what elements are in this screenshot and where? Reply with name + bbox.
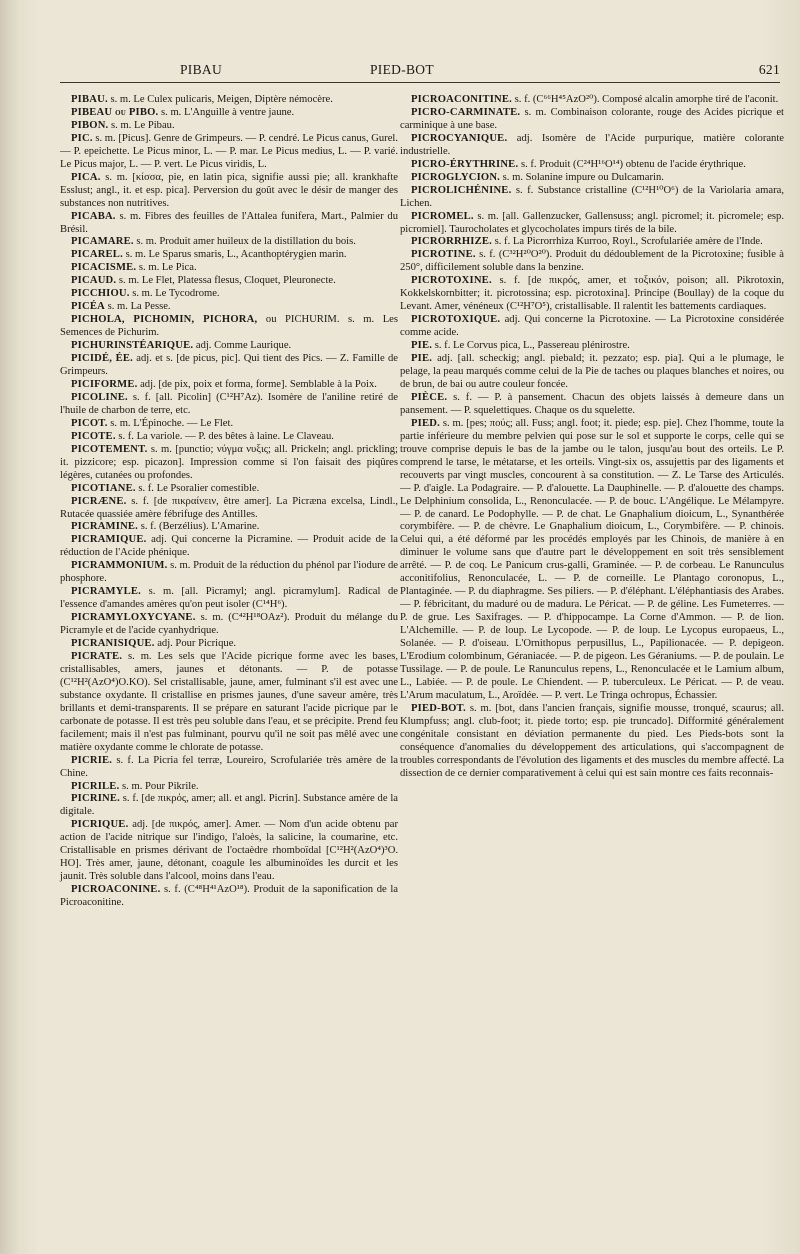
dictionary-entry [60,612,398,638]
header-right-guide-word: PIED-BOT [370,62,434,77]
entry-definition: s. m. Le Tycodrome. [129,288,220,300]
entry-definition: adj. Qui concerne la Picramine. — Produit acide de la réduction de l'Acide phénique. [60,534,398,559]
dictionary-entry [60,301,398,314]
entry-headword: PICIFORME. [71,378,138,390]
entry-headword: PICA. [71,171,101,183]
entry-headword: PICOTE. [71,430,116,442]
entry-definition: s. m. Pour Pikrile. [119,780,199,792]
dictionary-entry [400,418,784,703]
dictionary-entry [400,159,784,172]
dictionary-entry [60,534,398,560]
entry-definition: s. m. La Pesse. [104,301,171,313]
entry-definition: adj. [all. scheckig; angl. piebald; it. pezzato; esp. pia]. Qui a le plumage, le pelage, la peau marqués comme celui de la Pie de taches ou plaques blanches et noires, ou de brun, de bai ou autre couleur foncée. [400,353,784,390]
entry-definition: s. m. [punctio; νύγμα νυξις; all. Prickeln; angl. prickling; it. pizzicore; esp. picazon]. Impression comme si l'on faisait des piqûres légères, cutanées ou profondes. [60,443,398,481]
entry-headword: PIE. [411,353,433,365]
entry-definition: s. m. Produit de la réduction du phénol par l'iodure de phosphore. [60,560,398,585]
entry-headword: PIBEAU ou PIBO. [71,106,159,118]
entry-headword: PIÈCE. [411,391,448,403]
entry-headword: PICROLICHÉNINE. [411,184,512,196]
entry-definition: adj. et s. [de picus, pic]. Qui tient des Pics. — Z. Famille de Grimpeurs. [60,353,398,378]
entry-headword: PICRILE. [71,780,120,792]
entry-headword: PICOTIANE. [71,482,136,494]
dictionary-entry [60,521,398,534]
dictionary-entry [60,819,398,884]
entry-definition: s. f. (C⁴⁸H⁴¹AzO¹⁸). Produit de la saponification de la Picroaconitine. [60,884,398,909]
entry-headword: PICCHIOU. [71,288,130,300]
entry-definition: s. f. (C⁶⁶H⁴⁵AzO²⁰). Composé alcalin amorphe tiré de l'aconit. [512,94,779,105]
entry-headword: PICRAMMONIUM. [71,560,168,572]
entry-headword: PICAREL. [71,249,123,261]
entry-definition: s. f. [de πικρός, amer, et τοξικόν, poison; all. Pikrotoxin, Kokkelskornbitter; it. picrotossina; esp. picrotoxina]. Principe (Boullay) de la coque du Levant. Amer, vénéneux (C¹²H⁷O⁵), cristallisable. Il ralentit les battements cardiaques. [400,275,784,313]
dictionary-entry [400,107,784,133]
entry-headword: PICRINE. [71,793,120,805]
dictionary-entry [60,392,398,418]
entry-definition: s. f. [de πικραίνειν, être amer]. La Picræna excelsa, Lindl., Rutacée quassiée amère fébrifuge des Antilles. [60,495,398,520]
entry-headword: PICRAMIQUE. [71,534,147,546]
entry-definition: s. f. [all. Picolin] (C¹²H⁷Az). Isomère de l'aniline retiré de l'huile de charbon de terre, etc. [60,391,398,416]
entry-headword: PICROACONINE. [71,884,161,896]
dictionary-entry [400,340,784,353]
entry-definition: s. m. Produit amer huileux de la distillation du bois. [133,236,356,248]
entry-definition: s. f. Produit (C²⁴H¹⁶O¹⁴) obtenu de l'acide érythrique. [518,158,746,170]
entry-definition: ou PICHURIM. s. m. Les Semences de Pichurim. [60,314,399,339]
right-column [400,94,784,781]
dictionary-entry [400,172,784,185]
entry-headword: PICROTINE. [411,249,476,261]
entry-headword: PICRO-ÉRYTHRINE. [411,158,519,170]
entry-definition: s. f. — P. à pansement. Chacun des objets laissés à demeure dans un pansement. — P. squelettiques. Chaque os du squelette. [400,391,784,416]
entry-definition: s. m. Le Sparus smaris, L., Acanthoptérygien marin. [122,249,347,261]
entry-definition: s. f. Le Psoralier comestible. [135,482,260,494]
dictionary-entry [400,392,784,418]
dictionary-entry [400,236,784,249]
dictionary-entry [60,314,398,340]
entry-headword: PICOTEMENT. [71,443,148,455]
page-number: 621 [758,62,780,77]
entry-definition: s. m. Le Pica. [136,262,197,274]
entry-definition: s. m. [κίσσα, pie, en latin pica, signifie aussi pie; all. krankhafte Esslust; angl., it. et esp. pica]. Perversion du goût avec le désir de manger des substances non nutritives. [60,171,398,209]
entry-definition: s. m. Combinaison colorante, rouge des Acides picrique et carminique à une base. [400,106,784,131]
entry-definition: s. m. [pes; πούς; all. Fuss; angl. foot; it. piede; esp. pie]. Chez l'homme, toute la partie inférieure du membre pelvien qui pose sur le sol et supporte le corps, celle qui se trouve comprise depuis le bas de la jambe ou le talon, jusqu'au bout des orteils. Le P. comprend le tarse, le métatarse, et les orteils. Vingt-six os, assujettis par des ligaments et recouverts par vingt muscles, concourent à sa constitution. — Z. Le Tarse des Articulés. — P. d'aigle. La Podagraire. — P. d'alouette. La Dauphinelle. — P. d'alouette des champs. Le Delphinium consolida, L., Renonculacée. — P. de bouc. L'Angélique. Le Mélampyre. — P. de canard. Le Podophylle. — P. de chat. Le Gnaphalium dioicum, L., Synanthérée corymbifère. — P. de chèvre. Le Gnaphalium dioicum, L., Corymbifère. — P. chinois. Celui qui, a été déformé par les procédés employés par les Chinois, de manière à en diminuer le volume sans que d'autre part le développement en soit très sensiblement arrêté. — P. de coq. Le Panicum crus-galli, Graminée. — P. de corbeau. Le Ranunculus acconitifolius, Renonculacée, L. — P. de corneille. Le Plantago coronopus, L., Plantaginée. — P. du diaphragme. Ses piliers. — P. d'éléphant. L'éléphantiasis des Arabes. — P. fébricitant, du maduré ou de madura. Le Péricat. — P. de géline. Les Fumeterres. — P. de grue. Les Saxifrages. — P. d'hippocampe. La Corne d'Ammon. — P. de lion. L'Alchemille. — P. de loup. Le Lycopode. — P. de loup. Le Lycopus europaeus, L., Solanée. — P. d'oiseau. L'Ornithopus perpusillus, L., Papilionacée. — P. depigeon. L'Erodium colombinum, Géraniacée. — P. de pigeon. Les Géraniums. — P. de poulain. Le Tussilage. — P. de poule. Le Ranunculus repens, L., Renonculacée et le Lamium album, L., Labiée. — P. de poule. Le Chiendent. — P. tuberculeux. Le Péricat. — P. de veau. L'Arum maculatum, L., Aroïdée. — P. vert. Le Tringa ochropus, Échassier. [400,417,784,701]
dictionary-entry [60,172,398,211]
entry-definition: s. m. Fibres des feuilles de l'Attalea funifera, Mart., Palmier du Brésil. [60,210,398,235]
entry-headword: PIED. [411,417,440,429]
entry-headword: PICAUD. [71,275,117,287]
dictionary-entry [400,275,784,314]
dictionary-entry [60,638,398,651]
entry-definition: adj. Qui concerne la Picrotoxine. — La Picrotoxine considérée comme acide. [400,314,784,339]
dictionary-entry [60,133,398,172]
dictionary-entry [60,288,398,301]
dictionary-entry [400,94,784,107]
entry-definition: s. f. (C³²H²⁰O²⁰). Produit du dédoublement de la Picrotoxine; fusible à 250°, difficilement soluble dans la benzine. [400,249,784,274]
entry-headword: PICHURINSTÉARIQUE. [71,340,194,352]
dictionary-entry [60,249,398,262]
entry-headword: PICROACONITINE. [411,94,513,105]
entry-headword: PIC. [71,132,93,144]
entry-headword: PICRATE. [71,650,123,662]
dictionary-entry [60,262,398,275]
entry-headword: PIBAU. [71,94,108,105]
entry-definition: adj. Isomère de l'Acide purpurique, matière colorante industrielle. [400,132,784,157]
entry-headword: PICRIE. [71,754,113,766]
entry-headword: PIBON. [71,119,109,131]
entry-headword: PICROMEL. [411,210,474,222]
entry-definition: s. m. [all. Picramyl; angl. picramylum]. Radical de l'essence d'amandes amères qu'on peut isoler (C¹⁴H⁶). [60,586,398,611]
entry-headword: PICÉA [71,301,105,313]
dictionary-entry [60,781,398,794]
dictionary-entry [400,353,784,392]
dictionary-entry [60,755,398,781]
dictionary-entry [400,185,784,211]
left-column [60,94,398,910]
entry-headword: PICRÆNE. [71,495,127,507]
header-left-guide-word: PIBAU [180,62,223,77]
entry-headword: PICRAMYLE. [71,586,141,598]
entry-headword: PICOT. [71,417,108,429]
entry-headword: PICRORRHIZE. [411,236,492,248]
entry-definition: adj. [de pix, poix et forma, forme]. Semblable à la Poix. [137,378,377,390]
dictionary-entry [60,444,398,483]
entry-definition: s. m. Le Pibau. [108,119,175,131]
entry-definition: adj. Comme Laurique. [193,340,292,352]
entry-definition: s. m. Le Culex pulicaris, Meigen, Diptère némocère. [107,94,333,105]
entry-definition: s. f. La Picria fel terræ, Loureiro, Scrofulariée très amère de la Chine. [60,754,398,779]
dictionary-entry [400,703,784,781]
dictionary-entry [60,483,398,496]
header-rule [60,82,780,83]
entry-headword: PICROTOXIQUE. [411,314,501,326]
entry-definition: s. m. Les sels que l'Acide picrique forme avec les bases, cristallisables, amers, jaunes et détonants. — P. de potasse (C¹²H²(AzO⁴)O.KO). Sel cristallisable, jaune, amer, fulminant s'il est avec une substance oxydante. Il cristallise en prismes jaunes, d'une saveur amère, très brillants et demi-transparents. Il se prépare en saturant l'acide picrique par le carbonate de potasse. Il est très peu soluble dans l'eau, et se précipite. Prend feu facilement; mais il n'est pas fulminant, pourvu qu'il ne soit pas mêlé avec une matière oxydante comme le chlorate de potasse. [60,650,398,753]
entry-definition: s. f. [de πικρός, amer; all. et angl. Picrin]. Substance amère de la digitale. [60,793,398,818]
dictionary-entry [60,275,398,288]
dictionary-entry [60,431,398,444]
dictionary-entry [400,249,784,275]
dictionary-entry [60,496,398,522]
dictionary-entry [60,107,398,120]
dictionary-entry [60,340,398,353]
entry-headword: PICRO-CARMINATE. [411,106,521,118]
entry-headword: PICROGLYCION. [411,171,501,183]
entry-headword: PICRAMINE. [71,521,139,533]
entry-definition: s. m. Le Flet, Platessa flesus, Cloquet, Pleuronecte. [116,275,336,287]
dictionary-entry [60,120,398,133]
dictionary-entry [60,94,398,107]
running-header [40,62,780,82]
entry-headword: PICRANISIQUE. [71,638,155,650]
entry-definition: s. m. (C⁴²H¹⁸OAz²). Produit du mélange du Picramyle et de l'acide cyanhydrique. [60,612,398,637]
dictionary-entry [60,211,398,237]
entry-headword: PICRAMYLOXYCYANE. [71,612,196,624]
entry-headword: PICRIQUE. [71,819,129,831]
entry-definition: s. f. (Berzélius). L'Amarine. [138,521,260,533]
entry-definition: s. f. La Picrorrhiza Kurroo, Royl., Scrofulariée amère de l'Inde. [491,236,763,248]
entry-definition: s. m. [bot, dans l'ancien français, signifie mousse, tronqué, scaurus; all. Klumpfuss; angl. club-foot; it. piede torto; esp. pie truncado]. Difformité généralement congénitale consistant en déviation permanente du pied. Les Pieds-bots sont la conséquence d'anomalies du développement des articulations, qui s'accompagnent de troubles correspondants de l'évolution des ligaments et des muscles du membre affecté. La dissection de ce dernier comparativement à celui qui est sain montre ces faits reconnais- [400,702,784,779]
entry-definition: s. m. [Picus]. Genre de Grimpeurs. — P. cendré. Le Picus canus, Gurel. — P. epeichette. Le Picus minor, L. — P. mar. Le Picus medius, L. — P. varié. Le Picus major, L. — P. vert. Le Picus viridis, L. [60,132,398,170]
entry-definition: s. m. Solanine impure ou Dulcamarin. [500,171,664,183]
entry-definition: adj. Pour Picrique. [154,638,237,650]
dictionary-entry [400,211,784,237]
dictionary-entry [400,133,784,159]
dictionary-entry [400,314,784,340]
entry-definition: adj. [de πικρός, amer]. Amer. — Nom d'un acide obtenu par action de l'acide nitrique sur l'indigo, l'aloès, la salicine, la coumarine, etc. Cristallisable en prismes dérivant de l'octaèdre rhomboïdal [C¹²H²(AzO⁴)³O. HO]. Très amer, jaune, détonant, coagule les albuminoïdes les durcit et les jaunit. Très soluble dans l'alcool, moins dans l'eau. [60,819,398,883]
entry-headword: PICOLINE. [71,391,128,403]
entry-headword: PICABA. [71,210,116,222]
entry-headword: PICAMARE. [71,236,134,248]
entry-definition: s. f. Substance cristalline (C¹²H¹⁰O⁶) de la Variolaria amara, Lichen. [400,184,784,209]
dictionary-entry [60,793,398,819]
dictionary-entry [60,651,398,755]
entry-headword: PICROTOXINE. [411,275,492,287]
dictionary-entry [60,353,398,379]
dictionary-entry [60,236,398,249]
entry-headword: PIED-BOT. [411,702,466,714]
dictionary-entry [60,884,398,910]
entry-headword: PICHOLA, PICHOMIN, PICHORA, [71,314,258,326]
dictionary-entry [60,379,398,392]
dictionary-entry [60,418,398,431]
entry-headword: PICACISME. [71,262,137,274]
entry-headword: PICROCYANIQUE. [411,132,508,144]
dictionary-entry [60,560,398,586]
entry-definition: s. m. [all. Gallenzucker, Gallensuss; angl. picromel; it. picromele; esp. picromiel]. Taurocholates et glycocholates impurs tirés de la bile. [400,210,784,235]
entry-headword: PIE. [411,340,433,352]
entry-definition: s. m. L'Épinoche. — Le Flet. [107,417,234,429]
entry-definition: s. f. Le Corvus pica, L., Passereau plénirostre. [432,340,630,352]
entry-definition: s. m. L'Anguille à ventre jaune. [158,106,295,118]
entry-definition: s. f. La variole. — P. des bêtes à laine. Le Claveau. [115,430,334,442]
dictionary-entry [60,586,398,612]
entry-headword: PICIDÉ, ÉE. [71,353,134,365]
